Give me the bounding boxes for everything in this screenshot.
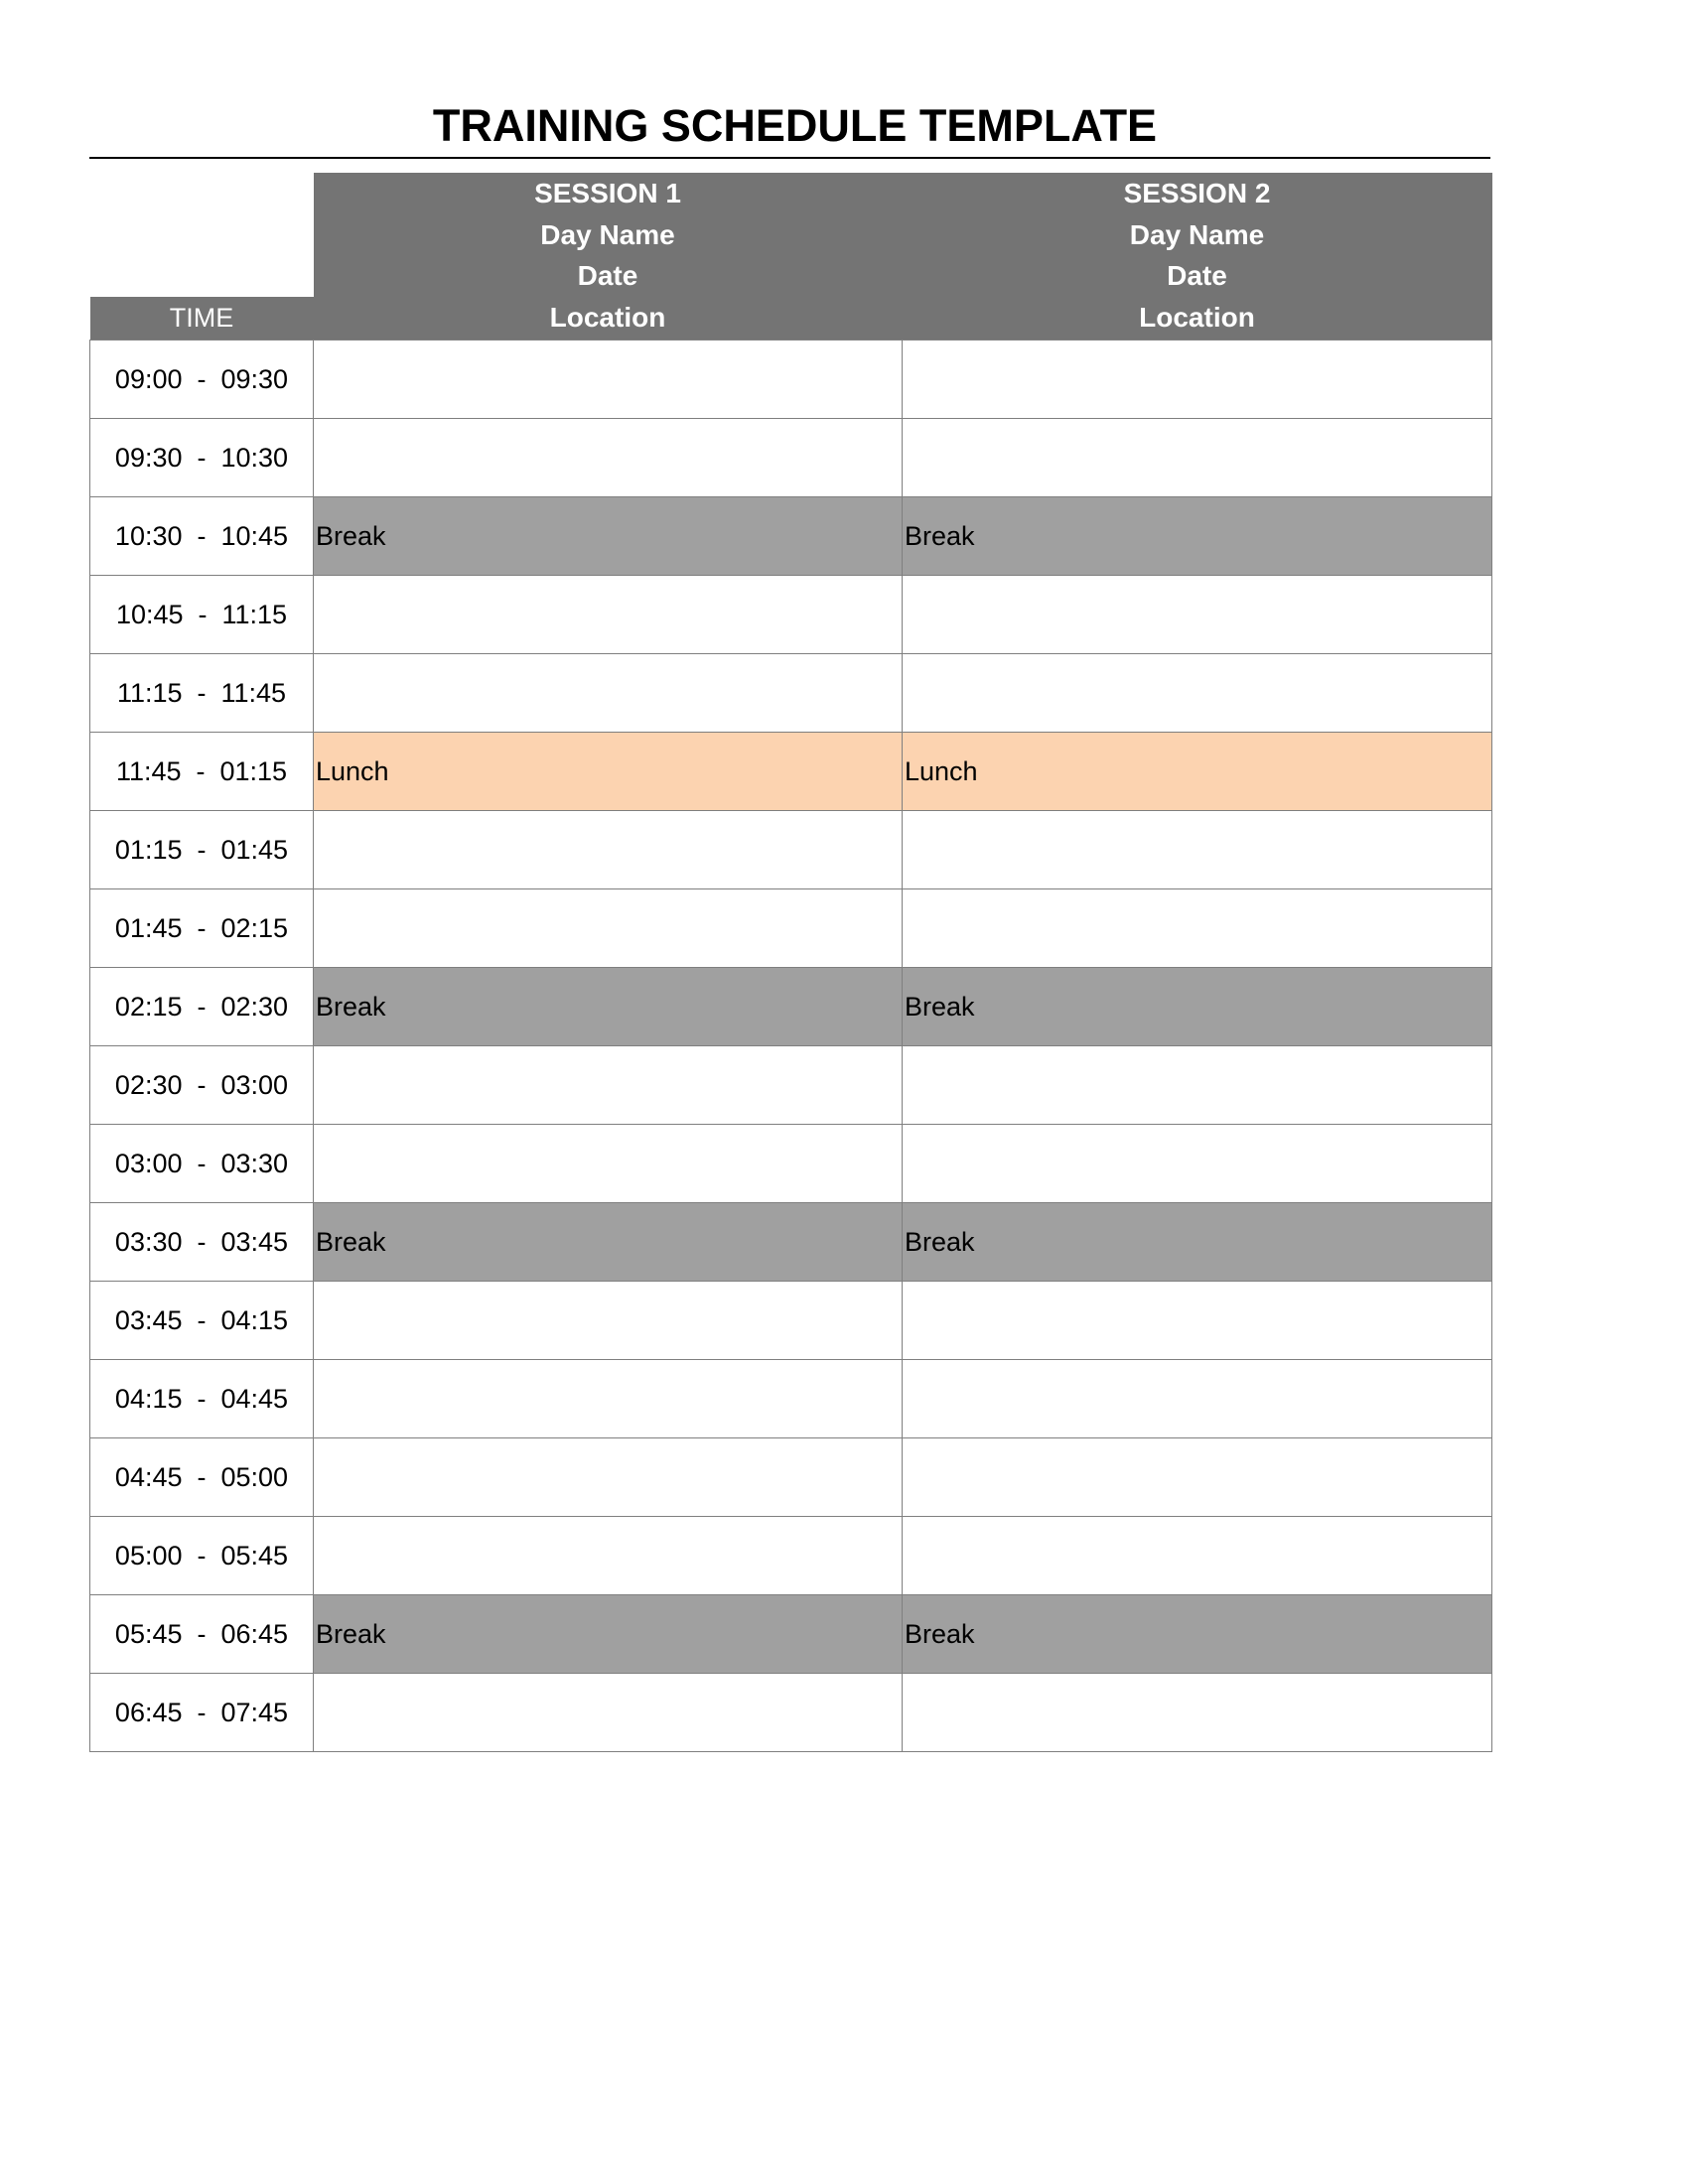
time-slot-cell: 06:45 - 07:45	[90, 1674, 314, 1752]
time-slot-cell: 11:45 - 01:15	[90, 733, 314, 811]
schedule-row-lunch	[90, 733, 1492, 811]
header-row-top	[90, 173, 1492, 297]
session-1-cell[interactable]	[314, 1046, 903, 1125]
session-1-cell[interactable]: Break	[314, 1595, 903, 1674]
session-1-cell[interactable]	[314, 419, 903, 497]
session-2-cell[interactable]	[903, 654, 1492, 733]
schedule-row-slot	[90, 654, 1492, 733]
schedule-row-slot	[90, 576, 1492, 654]
schedule-row-slot	[90, 1438, 1492, 1517]
schedule-row-slot	[90, 1360, 1492, 1438]
session-2-cell[interactable]	[903, 1046, 1492, 1125]
schedule-row-slot	[90, 419, 1492, 497]
session-2-cell[interactable]: Break	[903, 497, 1492, 576]
session-2-date[interactable]: Date	[1167, 260, 1227, 291]
session-1-cell[interactable]	[314, 1674, 903, 1752]
schedule-row-slot	[90, 1125, 1492, 1203]
session-2-cell[interactable]: Break	[903, 1203, 1492, 1282]
schedule-page	[89, 95, 1490, 1752]
schedule-row-break	[90, 968, 1492, 1046]
session-2-cell[interactable]	[903, 811, 1492, 889]
time-slot-cell: 01:45 - 02:15	[90, 889, 314, 968]
title-spacer	[89, 159, 1490, 173]
session-1-cell[interactable]	[314, 889, 903, 968]
time-slot-cell: 03:45 - 04:15	[90, 1282, 314, 1360]
schedule-row-slot	[90, 1674, 1492, 1752]
schedule-row-break	[90, 1595, 1492, 1674]
time-slot-cell: 05:00 - 05:45	[90, 1517, 314, 1595]
time-slot-cell: 10:30 - 10:45	[90, 497, 314, 576]
session-2-cell[interactable]	[903, 1282, 1492, 1360]
session-1-cell[interactable]	[314, 654, 903, 733]
session-2-cell[interactable]: Break	[903, 968, 1492, 1046]
session-1-header	[314, 173, 903, 341]
page-title: TRAINING SCHEDULE TEMPLATE	[89, 95, 1490, 159]
session-1-cell[interactable]	[314, 1125, 903, 1203]
session-1-cell[interactable]: Break	[314, 968, 903, 1046]
time-slot-cell: 02:15 - 02:30	[90, 968, 314, 1046]
session-1-cell[interactable]	[314, 811, 903, 889]
schedule-row-slot	[90, 341, 1492, 419]
session-1-cell[interactable]	[314, 1360, 903, 1438]
time-slot-cell: 04:15 - 04:45	[90, 1360, 314, 1438]
session-2-cell[interactable]	[903, 341, 1492, 419]
time-slot-cell: 02:30 - 03:00	[90, 1046, 314, 1125]
schedule-row-slot	[90, 1282, 1492, 1360]
session-2-cell[interactable]: Lunch	[903, 733, 1492, 811]
session-1-cell[interactable]	[314, 1438, 903, 1517]
session-1-cell[interactable]	[314, 1517, 903, 1595]
session-2-header	[903, 173, 1492, 341]
time-slot-cell: 03:30 - 03:45	[90, 1203, 314, 1282]
session-2-location[interactable]: Location	[1139, 301, 1255, 333]
time-slot-cell: 09:30 - 10:30	[90, 419, 314, 497]
time-slot-cell: 05:45 - 06:45	[90, 1595, 314, 1674]
session-2-cell[interactable]	[903, 1674, 1492, 1752]
session-1-name: SESSION 1	[534, 178, 681, 208]
schedule-table	[89, 173, 1492, 1752]
session-1-cell[interactable]	[314, 341, 903, 419]
schedule-row-slot	[90, 811, 1492, 889]
session-2-cell[interactable]	[903, 576, 1492, 654]
session-1-location[interactable]: Location	[549, 301, 666, 333]
schedule-body	[90, 341, 1492, 1752]
session-1-cell[interactable]	[314, 576, 903, 654]
time-slot-cell: 09:00 - 09:30	[90, 341, 314, 419]
session-2-cell[interactable]	[903, 1360, 1492, 1438]
session-2-day[interactable]: Day Name	[1129, 218, 1265, 250]
time-column-header: TIME	[90, 297, 314, 341]
session-1-day[interactable]: Day Name	[540, 218, 675, 250]
session-2-cell[interactable]: Break	[903, 1595, 1492, 1674]
session-2-cell[interactable]	[903, 1517, 1492, 1595]
session-2-cell[interactable]	[903, 1438, 1492, 1517]
session-2-cell[interactable]	[903, 889, 1492, 968]
session-1-cell[interactable]	[314, 1282, 903, 1360]
session-2-cell[interactable]	[903, 419, 1492, 497]
session-2-name: SESSION 2	[1123, 178, 1271, 208]
time-slot-cell: 03:00 - 03:30	[90, 1125, 314, 1203]
time-slot-cell: 01:15 - 01:45	[90, 811, 314, 889]
session-2-cell[interactable]	[903, 1125, 1492, 1203]
session-1-cell[interactable]: Break	[314, 497, 903, 576]
session-1-cell[interactable]: Lunch	[314, 733, 903, 811]
schedule-row-break	[90, 497, 1492, 576]
header-blank-corner	[90, 173, 314, 297]
schedule-row-break	[90, 1203, 1492, 1282]
schedule-row-slot	[90, 889, 1492, 968]
schedule-row-slot	[90, 1517, 1492, 1595]
time-slot-cell: 10:45 - 11:15	[90, 576, 314, 654]
time-slot-cell: 04:45 - 05:00	[90, 1438, 314, 1517]
time-slot-cell: 11:15 - 11:45	[90, 654, 314, 733]
session-1-date[interactable]: Date	[577, 260, 638, 291]
session-1-cell[interactable]: Break	[314, 1203, 903, 1282]
schedule-row-slot	[90, 1046, 1492, 1125]
